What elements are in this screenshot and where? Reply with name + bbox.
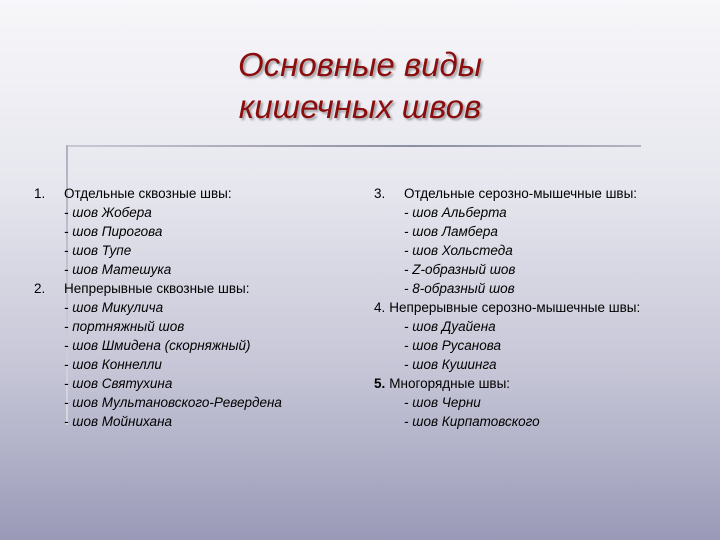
list-item: - шов Кушинга [404, 357, 497, 372]
group-4-number: 4. [374, 300, 386, 315]
group-1-label: Отдельные сквозные швы: [64, 186, 232, 201]
group-5-heading [374, 374, 640, 393]
right-column [374, 184, 640, 431]
list-item: - шов Пирогова [64, 224, 163, 239]
list-item: - 8-образный шов [404, 281, 515, 296]
group-5-label: Многорядные швы: [389, 376, 511, 391]
list-item: - шов Дуайена [404, 319, 496, 334]
list-item: - шов Мультановского-Ревердена [64, 395, 282, 410]
horizontal-divider [66, 145, 641, 147]
list-item: - шов Тупе [64, 243, 132, 258]
list-item: - шов Коннелли [64, 357, 162, 372]
list-item: - шов Русанова [404, 338, 501, 353]
group-1-number: 1. [34, 186, 46, 201]
list-item: - портняжный шов [64, 319, 185, 334]
list-item: - шов Жобера [64, 205, 152, 220]
group-3-heading [374, 184, 640, 203]
group-3-label: Отдельные серозно-мышечные швы: [404, 186, 638, 201]
group-1-heading [34, 184, 282, 203]
group-4-heading [374, 298, 640, 317]
group-2-label: Непрерывные сквозные швы: [64, 281, 250, 296]
list-item: - Z-образный шов [404, 262, 516, 277]
group-5-number: 5. [374, 376, 386, 391]
list-item: - шов Альберта [404, 205, 507, 220]
group-3-number: 3. [374, 186, 386, 201]
list-item: - шов Черни [404, 395, 481, 410]
group-2-heading [34, 279, 282, 298]
left-column [34, 184, 282, 431]
slide-title [0, 44, 720, 128]
list-item: - шов Хольстеда [404, 243, 513, 258]
group-2-number: 2. [34, 281, 46, 296]
title-line-1: Основные виды [238, 46, 482, 83]
list-item: - шов Кирпатовского [404, 414, 540, 429]
list-item: - шов Матешука [64, 262, 172, 277]
title-line-2: кишечных швов [238, 88, 482, 125]
list-item: - шов Мойнихана [64, 414, 172, 429]
list-item: - шов Шмидена (скорняжный) [64, 338, 251, 353]
list-item: - шов Святухина [64, 376, 173, 391]
list-item: - шов Ламбера [404, 224, 498, 239]
group-4-label: Непрерывные серозно-мышечные швы: [389, 300, 641, 315]
list-item: - шов Микулича [64, 300, 164, 315]
